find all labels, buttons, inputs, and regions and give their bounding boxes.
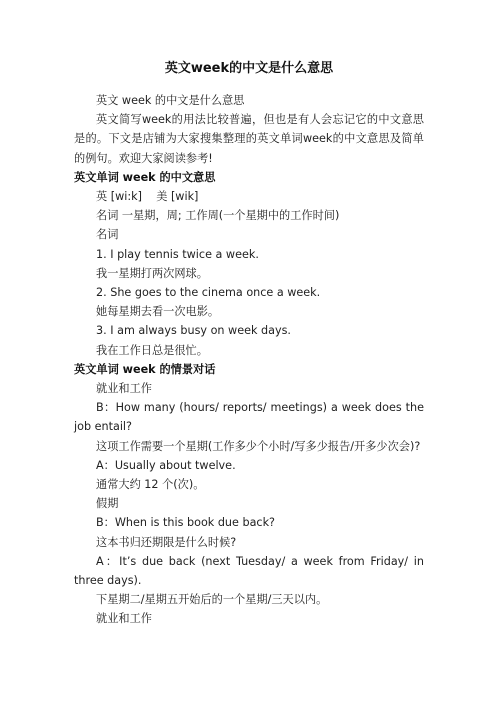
dialog-translation: 这项工作需要一个星期(工作多少个小时/写多少报告/开多少次会)? xyxy=(96,439,421,453)
dialog-topic: 就业和工作 xyxy=(96,382,152,396)
dialog-line: A：Usually about twelve. xyxy=(96,458,236,472)
dialog-line: B：How many (hours/ reports/ meetings) a week does the job entail? xyxy=(74,401,424,434)
phonetic-line: 英 [wi:k] 美 [wik] xyxy=(96,190,199,204)
dialog-translation: 这本书归还期限是什么时候? xyxy=(96,535,237,549)
example-en: 3. I am always busy on week days. xyxy=(96,324,291,338)
dialog-translation: 通常大约 12 个(次)。 xyxy=(96,478,205,492)
example-zh: 她每星期去看一次电影。 xyxy=(96,305,220,319)
pos-label: 名词 xyxy=(96,228,119,242)
dialog-topic: 就业和工作 xyxy=(96,612,152,626)
section-heading-dialog: 英文单词 week 的情景对话 xyxy=(74,362,216,376)
page-title: 英文week的中文是什么意思 xyxy=(164,61,334,76)
dialog-topic: 假期 xyxy=(96,497,119,511)
example-en: 2. She goes to the cinema once a week. xyxy=(96,286,321,300)
example-zh: 我一星期打两次网球。 xyxy=(96,266,208,280)
dialog-translation: 下星期二/星期五开始后的一个星期/三天以内。 xyxy=(96,593,328,607)
dialog-line: B：When is this book due back? xyxy=(96,516,275,530)
intro-title: 英文 week 的中文是什么意思 xyxy=(96,94,245,107)
section-heading-meaning: 英文单词 week 的中文意思 xyxy=(74,170,216,184)
definition-line: 名词 一星期，周; 工作周(一个星期中的工作时间) xyxy=(96,209,340,223)
example-zh: 我在工作日总是很忙。 xyxy=(96,343,208,357)
example-en: 1. I play tennis twice a week. xyxy=(96,247,259,261)
intro-paragraph: 英文简写week的用法比较普遍，但也是有人会忘记它的中文意思是的。下文是店铺为大家搜集整理的英文单词week的中文意思及简单的例句。欢迎大家阅读参考! xyxy=(74,113,424,165)
dialog-line: A：It’s due back (next Tuesday/ a week from Friday/ in three days). xyxy=(74,554,424,588)
